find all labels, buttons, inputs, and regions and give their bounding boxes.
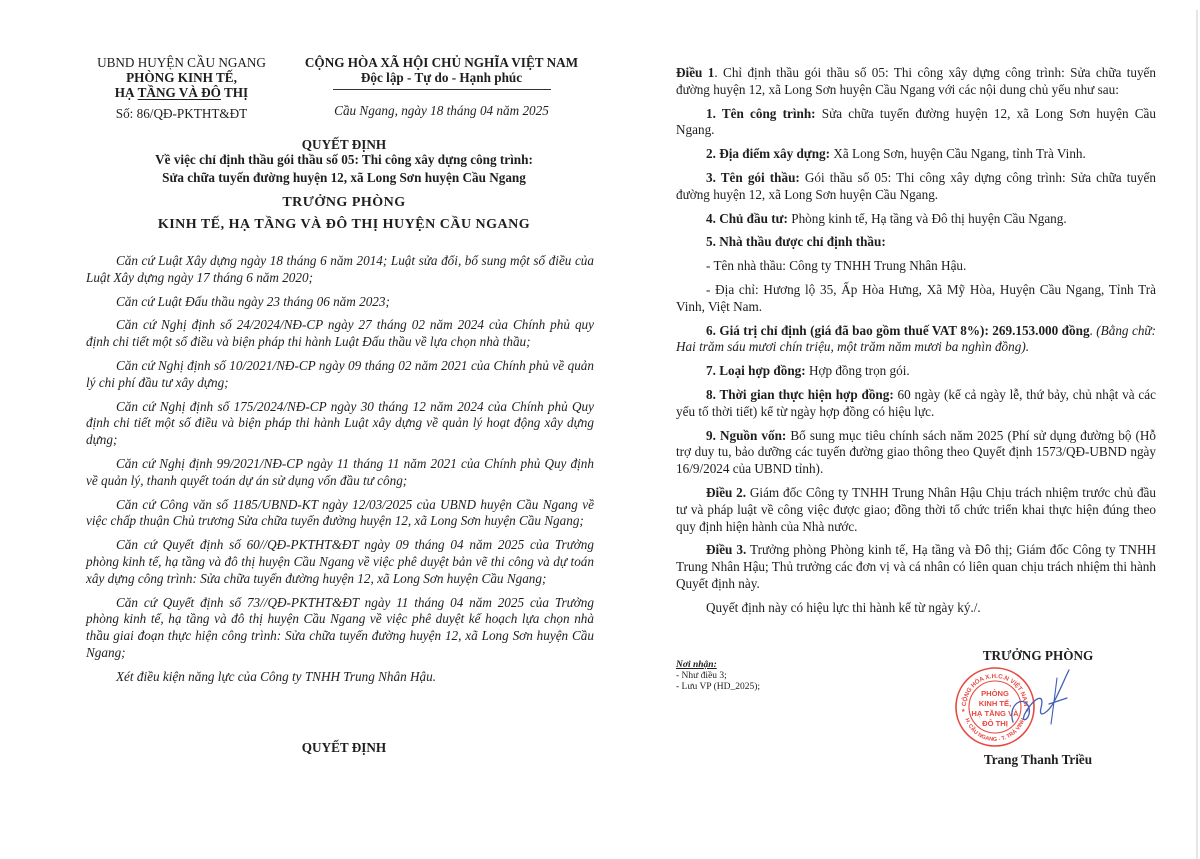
ground-item: Căn cứ Nghị định 99/2021/NĐ-CP ngày 11 tháng 11 năm 2021 của Chính phủ Quy định về quản lý, thanh quyết toán dự án sử dụng vốn đầu tư công; (86, 455, 594, 488)
svg-text:ĐÔ THỊ: ĐÔ THỊ (982, 719, 1008, 728)
svg-text:H. CẦU NGANG - T. TRÀ VINH: H. CẦU NGANG - T. TRÀ VINH (963, 717, 1027, 744)
signer-name: Trang Thanh Triều (983, 752, 1093, 767)
contractor-name: - Tên nhà thầu: Công ty TNHH Trung Nhân Hậu. (706, 258, 967, 274)
decision-heading: QUYẾT ĐỊNH (301, 740, 387, 755)
authority-line3-pre: HẠ (114, 85, 138, 100)
subject-line2: Sửa chữa tuyến đường huyện 12, xã Long Sơn huyện Cầu Ngang (162, 170, 526, 185)
document-header (84, 55, 604, 121)
item-1 (676, 106, 1156, 140)
item-4 (676, 211, 1156, 228)
item-6 (676, 323, 1156, 357)
item-8-label: 8. Thời gian thực hiện hợp đồng: (706, 386, 894, 402)
recipient-item: - Lưu VP (HD_2025); (676, 682, 761, 692)
article-3-label: Điều 3. (706, 542, 747, 558)
recipient-item: - Như điều 3; (676, 671, 727, 681)
ground-item: Căn cứ Nghị định số 10/2021/NĐ-CP ngày 09 tháng 02 năm 2021 của Chính phủ về quản lý chi phí đầu tư xây dựng; (86, 357, 594, 390)
title-block (84, 137, 604, 236)
authority-line3-post: THỊ (220, 85, 249, 100)
legal-grounds (86, 253, 594, 693)
nation-name: CỘNG HÒA XÃ HỘI CHỦ NGHĨA VIỆT NAM (304, 55, 579, 70)
article-1 (676, 65, 1156, 99)
recipients-label: Nơi nhận: (676, 660, 717, 670)
document-number: Số: 86/QĐ-PKTHT&ĐT (115, 106, 248, 121)
item-1-text: Sửa chữa tuyến đường huyện 12, xã Long Sơn huyện Cầu Ngang. (676, 105, 1157, 138)
page-edge (1196, 10, 1198, 859)
ground-item: Xét điều kiện năng lực của Công ty TNHH Trung Nhân Hậu. (116, 668, 437, 684)
effective-clause: Quyết định này có hiệu lực thi hành kể từ ngày ký./. (706, 599, 981, 615)
item-8-text: 60 ngày (kể cả ngày lễ, thứ bảy, chủ nhật và các yếu tố thời tiết) kể từ ngày hợp đồng có hiệu lực. (676, 386, 1156, 419)
contract-value: 6. Giá trị chỉ định (giá đã bao gồm thuế VAT 8%): 269.153.000 đồng (706, 322, 1090, 338)
article-2-text: Giám đốc Công ty TNHH Trung Nhân Hậu Chịu trách nhiệm trước chủ đầu tư và pháp luật về công việc được giao; đồng thời tổ chức triển khai thực hiện đúng theo quy định hiện hành của Nhà nước. (676, 484, 1157, 534)
item-2-label: 2. Địa điểm xây dựng: (706, 146, 831, 162)
item-2 (676, 146, 1156, 163)
contractor-address: - Địa chỉ: Hương lộ 35, Ấp Hòa Hưng, Xã Mỹ Hòa, Huyện Cầu Ngang, Tỉnh Trà Vinh, Việt Nam. (676, 281, 1156, 314)
national-motto: Độc lập - Tự do - Hạnh phúc (360, 70, 523, 85)
item-4-text: Phòng kinh tế, Hạ tầng và Đô thị huyện Cầu Ngang. (787, 210, 1067, 226)
issuer-line2: KINH TẾ, HẠ TẦNG VÀ ĐÔ THỊ HUYỆN CẦU NGANG (157, 217, 531, 232)
ground-item: Căn cứ Luật Xây dựng ngày 18 tháng 6 năm 2014; Luật sửa đổi, bổ sung một số điều của Luật Xây dựng ngày 17 tháng 6 năm 2020; (86, 253, 594, 285)
svg-text:KINH TẾ,: KINH TẾ, (978, 699, 1012, 708)
item-9-label: 9. Nguồn vốn: (706, 427, 787, 443)
item-7-label: 7. Loại hợp đồng: (706, 363, 806, 379)
item-5-label: 5. Nhà thầu được chỉ định thầu: (706, 234, 886, 250)
authority-line3 (84, 85, 279, 100)
subject-line1: Về việc chỉ định thầu gói thầu số 05: Thi công xây dựng công trình: (155, 152, 533, 167)
issuing-authority (84, 55, 279, 121)
svg-text:CỘNG HÒA X.H.C.N VIỆT NAM: CỘNG HÒA X.H.C.N VIỆT NAM (960, 672, 1030, 707)
item-3-text: Gói thầu số 05: Thi công xây dựng công trình: Sửa chữa tuyến đường huyện 12, xã Long Sơn huyện Cầu Ngang. (676, 169, 1156, 202)
item-7 (676, 363, 1156, 380)
contract-value-words: (Bằng chữ: Hai trăm sáu mươi chín triệu, một trăm năm mươi ba nghìn đồng). (676, 322, 1156, 355)
item-9 (676, 428, 1156, 478)
ground-item: Căn cứ Nghị định số 24/2024/NĐ-CP ngày 27 tháng 02 năm 2024 của Chính phủ quy định chi tiết một số điều và biện pháp thi hành Luật Đấu thầu về lựa chọn nhà thầu; (86, 317, 594, 350)
authority-line2: PHÒNG KINH TẾ, (126, 70, 237, 85)
svg-text:★: ★ (961, 709, 966, 714)
article-3-text: Trưởng phòng Phòng kinh tế, Hạ tầng và Đô thị; Giám đốc Công ty TNHH Trung Nhân Hậu; Thủ trưởng các đơn vị và cá nhân có liên quan chịu trách nhiệm thi hành Quyết định này. (676, 542, 1156, 591)
issuer-line1: TRƯỞNG PHÒNG (282, 195, 406, 210)
motto-underline (333, 89, 551, 90)
ground-item: Căn cứ Quyết định số 60//QĐ-PKTHT&ĐT ngày 09 tháng 04 năm 2025 của Trưởng phòng kinh tế, hạ tầng và đô thị huyện Cầu Ngang về việc phê duyệt bản vẽ thi công và dự toán xây dựng công trình: Sửa chữa tuyến đường huyện 12, xã Long Sơn huyện Cầu Ngang; (86, 537, 594, 586)
item-3-label: 3. Tên gói thầu: (706, 169, 800, 185)
svg-text:★: ★ (1025, 709, 1030, 714)
article-2-label: Điều 2. (706, 484, 747, 500)
ground-item: Căn cứ Luật Đấu thầu ngày 23 tháng 06 năm 2023; (116, 293, 390, 309)
item-4-label: 4. Chủ đầu tư: (706, 210, 788, 226)
item-5 (676, 234, 1156, 251)
authority-line3-underlined: TẦNG VÀ ĐÔ (137, 85, 221, 100)
authority-line1: UBND HUYỆN CẦU NGANG (97, 55, 266, 70)
article-1-text: . Chỉ định thầu gói thầu số 05: Thi công xây dựng công trình: Sửa chữa tuyến đường huyện 12, xã Long Sơn huyện Cầu Ngang với các nội dung chủ yếu như sau: (676, 65, 1157, 97)
article-1-label: Điều 1 (676, 65, 715, 80)
handwritten-signature-icon (1005, 664, 1075, 736)
svg-text:HẠ TẦNG VÀ: HẠ TẦNG VÀ (971, 709, 1019, 718)
item-2-text: Xã Long Sơn, huyện Cầu Ngang, tỉnh Trà Vinh. (830, 146, 1086, 162)
article-2 (676, 485, 1156, 535)
item-3 (676, 170, 1156, 204)
item-8 (676, 387, 1156, 421)
national-title (279, 55, 604, 121)
item-6-dot: . (1089, 322, 1093, 338)
article-3 (676, 542, 1156, 592)
ground-item: Căn cứ Quyết định số 73//QĐ-PKTHT&ĐT ngày 11 tháng 04 năm 2025 của Trưởng phòng kinh tế, hạ tầng và đô thị huyện Cầu Ngang về việc phê duyệt kế hoạch lựa chọn nhà thầu giai đoạn thực hiện công trình: Sửa chữa tuyến đường huyện 12, xã Long Sơn huyện Cầu Ngang; (86, 594, 594, 660)
ground-item: Căn cứ Nghị định số 175/2024/NĐ-CP ngày 30 tháng 12 năm 2024 của Chính phủ Quy định chi tiết một số điều và biện pháp thi hành Luật xây dựng về quản lý hoạt động xây dựng dựng; (86, 398, 594, 448)
articles (676, 65, 1156, 624)
svg-text:PHÒNG: PHÒNG (981, 689, 1009, 698)
ground-item: Căn cứ Công văn số 1185/UBND-KT ngày 12/03/2025 của UBND huyện Cầu Ngang về việc chấp thuận Chủ trương Sửa chữa tuyến đường huyện 12, xã Long Sơn huyện Cầu Ngang; (86, 496, 594, 529)
place-date: Cầu Ngang, ngày 18 tháng 04 năm 2025 (334, 103, 549, 118)
document-type: QUYẾT ĐỊNH (301, 137, 387, 152)
signer-title: TRƯỞNG PHÒNG (982, 648, 1094, 663)
item-7-text: Hợp đồng trọn gói. (805, 363, 910, 379)
recipients (676, 660, 760, 693)
item-9-text: Bổ sung mục tiêu chính sách năm 2025 (Phí sử dụng đường bộ (Hỗ trợ duy tu, bảo dưỡng các tuyến đường giao thông theo Quyết định 1573/QĐ-UBND ngày 16/9/2024 của UBND tỉnh). (676, 427, 1156, 477)
item-1-label: 1. Tên công trình: (706, 105, 816, 121)
